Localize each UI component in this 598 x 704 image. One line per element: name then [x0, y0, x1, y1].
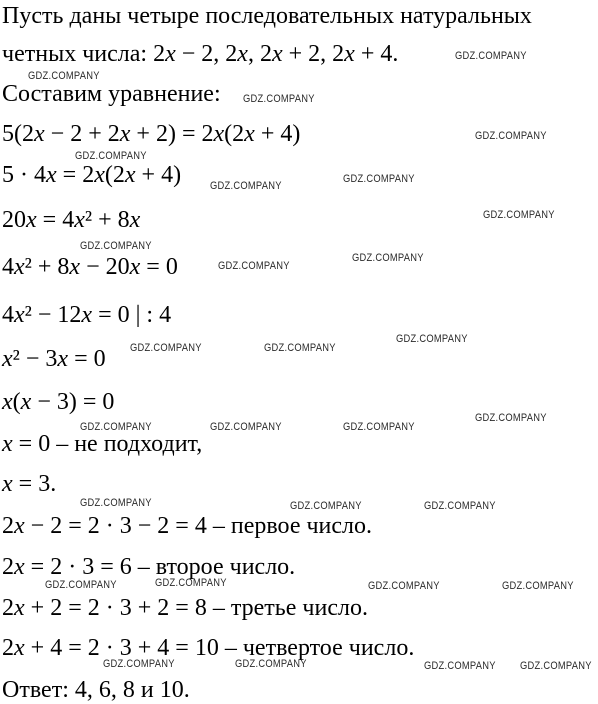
watermark-label: GDZ.COMPANY	[368, 580, 440, 592]
watermark-label: GDZ.COMPANY	[103, 658, 175, 670]
text-line: 2x − 2 = 2 · 3 − 2 = 4 – первое число.	[2, 513, 373, 539]
watermark-label: GDZ.COMPANY	[455, 50, 527, 62]
equation-line: 5(2x − 2 + 2x + 2) = 2x(2x + 4)	[2, 121, 301, 147]
watermark-label: GDZ.COMPANY	[475, 130, 547, 142]
watermark-label: GDZ.COMPANY	[75, 150, 147, 162]
text-line: четных числа: 2x − 2, 2x, 2x + 2, 2x + 4.	[2, 41, 399, 67]
equation-line: 4x² + 8x − 20x = 0	[2, 254, 178, 280]
text-line: Составим уравнение:	[2, 81, 221, 107]
watermark-label: GDZ.COMPANY	[396, 333, 468, 345]
equation-line: 5 · 4x = 2x(2x + 4)	[2, 162, 182, 188]
watermark-label: GDZ.COMPANY	[352, 252, 424, 264]
watermark-label: GDZ.COMPANY	[290, 500, 362, 512]
watermark-label: GDZ.COMPANY	[343, 421, 415, 433]
watermark-label: GDZ.COMPANY	[502, 580, 574, 592]
watermark-label: GDZ.COMPANY	[45, 579, 117, 591]
watermark-label: GDZ.COMPANY	[210, 421, 282, 433]
watermark-label: GDZ.COMPANY	[28, 70, 100, 82]
watermark-label: GDZ.COMPANY	[343, 173, 415, 185]
watermark-label: GDZ.COMPANY	[80, 240, 152, 252]
answer-line: Ответ: 4, 6, 8 и 10.	[2, 677, 190, 703]
text-line: 2x = 2 · 3 = 6 – второе число.	[2, 554, 296, 580]
equation-line: 20x = 4x² + 8x	[2, 207, 141, 233]
text-line: 2x + 2 = 2 · 3 + 2 = 8 – третье число.	[2, 595, 368, 621]
watermark-label: GDZ.COMPANY	[155, 577, 227, 589]
equation-line: 4x² − 12x = 0 | : 4	[2, 302, 172, 328]
watermark-label: GDZ.COMPANY	[483, 209, 555, 221]
watermark-label: GDZ.COMPANY	[424, 660, 496, 672]
watermark-label: GDZ.COMPANY	[80, 497, 152, 509]
watermark-label: GDZ.COMPANY	[475, 412, 547, 424]
watermark-label: GDZ.COMPANY	[520, 660, 592, 672]
watermark-label: GDZ.COMPANY	[80, 421, 152, 433]
equation-line: x = 3.	[2, 471, 57, 497]
watermark-label: GDZ.COMPANY	[235, 658, 307, 670]
watermark-label: GDZ.COMPANY	[264, 342, 336, 354]
text-line: Пусть даны четыре последовательных натуральных	[2, 3, 532, 29]
text-line: 2x + 4 = 2 · 3 + 4 = 10 – четвертое число.	[2, 635, 415, 661]
equation-line: x² − 3x = 0	[2, 346, 106, 372]
watermark-label: GDZ.COMPANY	[130, 342, 202, 354]
equation-line: x(x − 3) = 0	[2, 389, 115, 415]
watermark-label: GDZ.COMPANY	[218, 260, 290, 272]
text-line: x = 0 – не подходит,	[2, 431, 203, 457]
watermark-label: GDZ.COMPANY	[210, 180, 282, 192]
watermark-label: GDZ.COMPANY	[243, 93, 315, 105]
watermark-label: GDZ.COMPANY	[424, 500, 496, 512]
